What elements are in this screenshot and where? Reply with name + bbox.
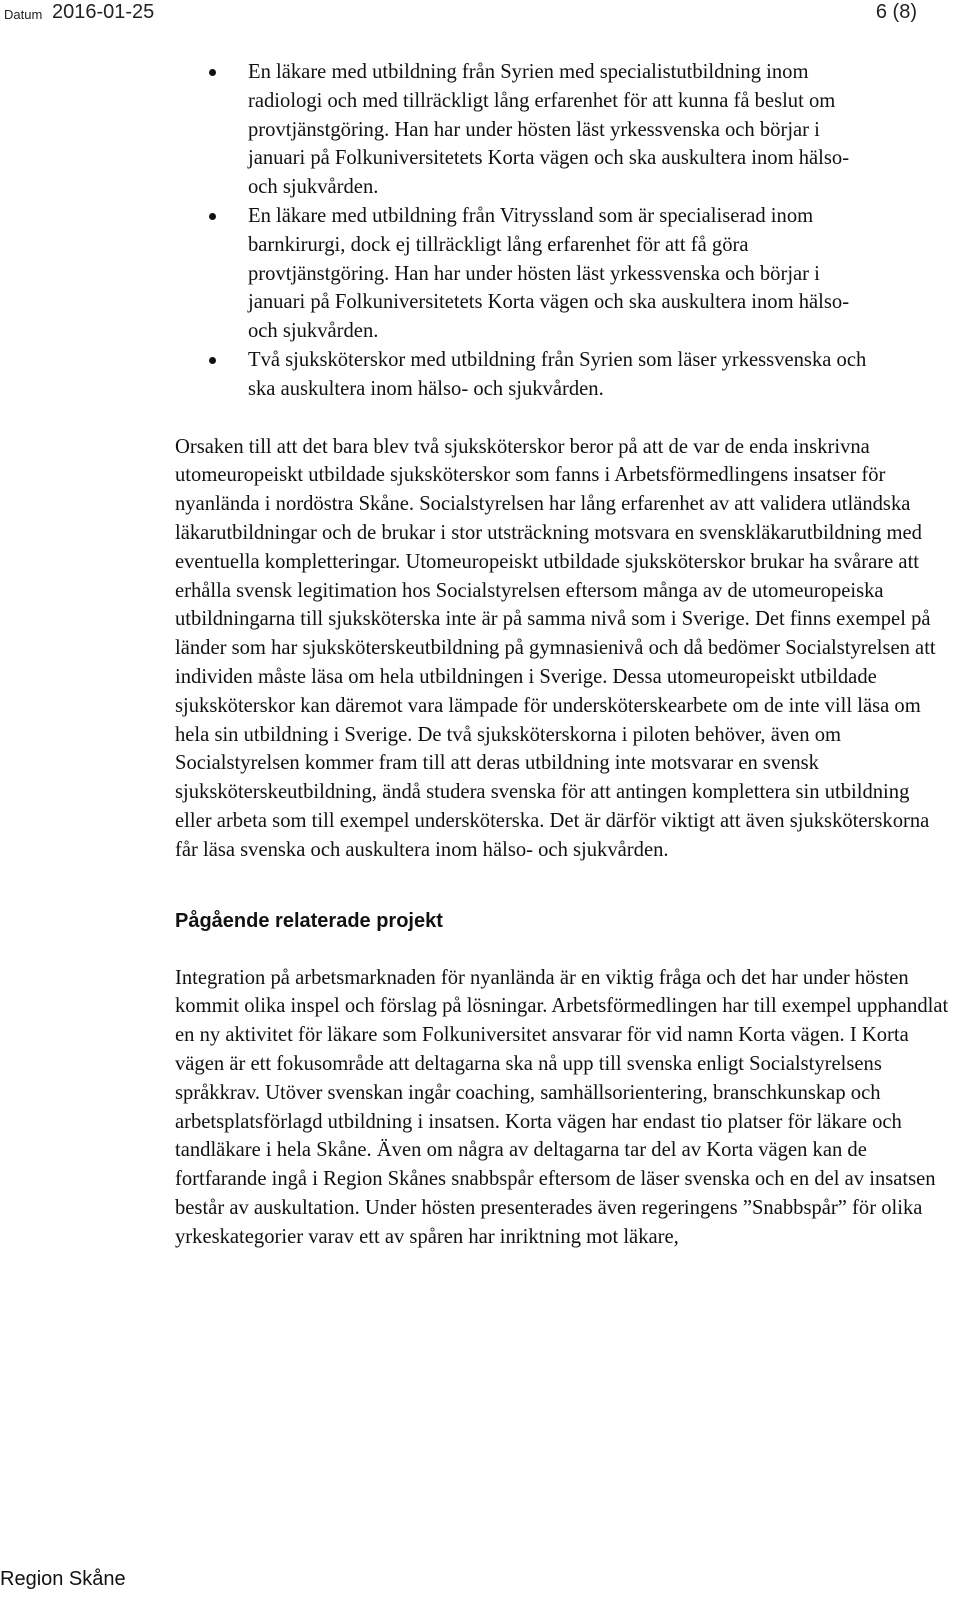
bullet-item — [175, 58, 873, 202]
body-paragraph: Orsaken till att det bara blev två sjuksköterskor beror på att de var de enda inskrivna utomeuropeiskt utbildade sjuksköterskor som fanns i Arbetsförmedlingens insatser för nyanlända i nordöstra Skåne. Socialstyrelsen har lång erfarenhet av att validera utländska läkarutbildningar och de brukar i stor utsträckning motsvara en svenskläkarutbildning med eventuella kompletteringar. Utomeuropeiskt utbildade sjuksköterskor brukar ha svårare att erhålla svensk legitimation hos Socialstyrelsen eftersom många av de utomeuropeiska utbildningarna till sjuksköterska inte är på samma nivå som i Sverige. Det finns exempel på länder som har sjuksköterskeutbildning på gymnasienivå och då bedömer Socialstyrelsen att individen måste läsa om hela utbildningen i Sverige. Dessa utomeuropeiskt utbildade sjuksköterskor kan däremot vara lämpade för undersköterskearbete om de inte vill läsa om hela sin utbildning i Sverige. De två sjuksköterskorna i piloten behöver, även om Socialstyrelsen kommer fram till att deras utbildning inte motsvarar en svensk sjuksköterskeutbildning, ändå studera svenska för att antingen komplettera sin utbildning eller arbeta som till exempel undersköterska. Det är därför viktigt att även sjuksköterskorna får läsa svenska och auskultera inom hälso- och sjukvården. — [175, 435, 936, 861]
document-date: 2016-01-25 — [52, 1, 155, 23]
bullet-text: Två sjuksköterskor med utbildning från Syrien som läser yrkessvenska och ska auskultera inom hälso- och sjukvården. — [248, 348, 867, 400]
bullet-icon — [209, 69, 216, 76]
bullet-icon — [209, 357, 216, 364]
document-body — [175, 58, 950, 1251]
body-paragraph: Integration på arbetsmarknaden för nyanlända är en viktig fråga och det har under hösten kommit olika inspel och förslag på lösningar. Arbetsförmedlingen har till exempel upphandlat en ny aktivitet för läkare som Folkuniversitet ansvarar för vid namn Korta vägen. I Korta vägen är ett fokusområde att deltagarna ska nå upp till svenska enligt Socialstyrelsens språkkrav. Utöver svenskan ingår coaching, samhällsorientering, branschkunskap och arbetsplatsförlagd utbildning i insatsen. Korta vägen har endast tio platser för läkare och tandläkare i hela Skåne. Även om några av deltagarna tar del av Korta vägen kan de fortfarande ingå i Region Skånes snabbspår eftersom de läser svenska och en del av insatsen består av auskultation. Under hösten presenterades även regeringens ”Snabbspår” för olika yrkeskategorier varav ett av spåren har inriktning mot läkare, — [175, 966, 949, 1248]
page-header — [0, 0, 960, 30]
page-number: 6 (8) — [875, 1, 917, 23]
date-label: Datum — [4, 7, 43, 22]
bullet-text: En läkare med utbildning från Vitryssland som är specialiserad inom barnkirurgi, dock ej tillräckligt lång erfarenhet för att få göra provtjänstgöring. Han har under hösten läst yrkessvenska och börjar i januari på Folkuniversitetets Korta vägen och ska auskultera inom hälso- och sjukvården. — [248, 204, 850, 343]
bullet-item — [175, 202, 873, 346]
bullet-text: En läkare med utbildning från Syrien med specialistutbildning inom radiologi och med tillräckligt lång erfarenhet för att kunna få beslut om provtjänstgöring. Han har under hösten läst yrkessvenska och börjar i januari på Folkuniversitetets Korta vägen och ska auskultera inom hälso- och sjukvården. — [248, 61, 850, 199]
bullet-list — [175, 58, 950, 404]
page-footer: Region Skåne — [0, 1568, 126, 1590]
bullet-icon — [209, 213, 216, 220]
bullet-item — [175, 346, 873, 404]
section-heading: Pågående relaterade projekt — [175, 909, 443, 932]
